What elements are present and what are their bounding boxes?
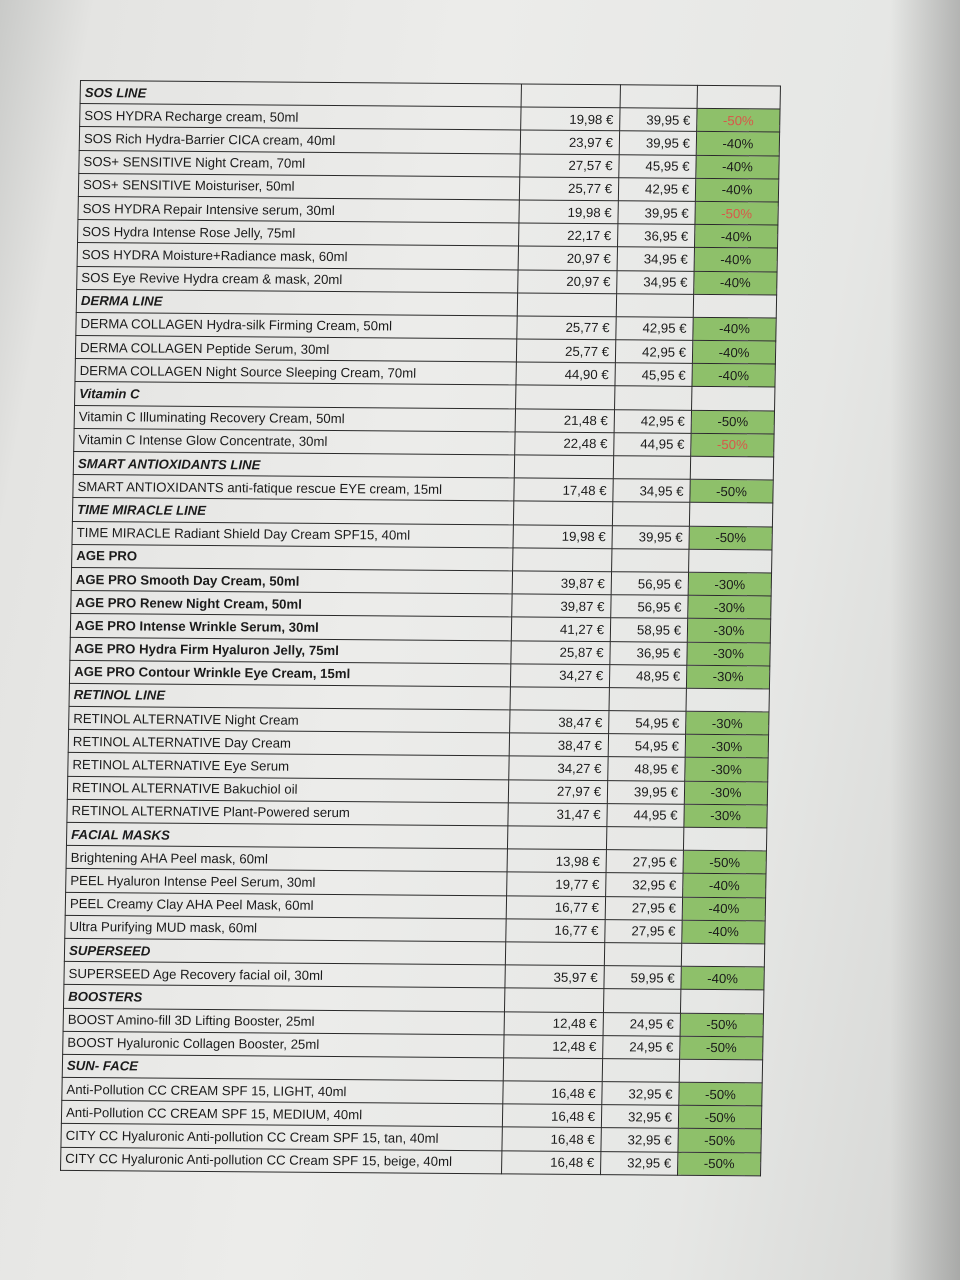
product-name: DERMA COLLAGEN Peptide Serum, 30ml <box>75 336 516 363</box>
sale-price: 20,97 € <box>518 269 617 293</box>
product-name: TIME MIRACLE Radiant Shield Day Cream SPF15, 40ml <box>72 521 513 548</box>
section-title: Vitamin C <box>75 382 516 409</box>
product-name: Vitamin C Intense Glow Concentrate, 30ml <box>74 428 515 455</box>
product-name: SUPERSEED Age Recovery facial oil, 30ml <box>64 962 505 989</box>
discount-badge: -50% <box>678 1129 761 1153</box>
discount-badge: -30% <box>686 711 769 735</box>
discount-badge: -40% <box>683 874 766 898</box>
section-discount-cell <box>681 943 764 967</box>
section-discount-cell <box>689 549 772 573</box>
sale-price: 19,98 € <box>513 524 612 548</box>
original-price: 39,95 € <box>607 780 684 804</box>
section-discount-cell <box>689 503 772 527</box>
discount-badge: -50% <box>679 1082 762 1106</box>
sale-price: 12,48 € <box>504 1035 603 1059</box>
sale-price: 25,87 € <box>511 640 610 664</box>
section-price-cell <box>521 84 620 108</box>
section-price-cell <box>516 385 615 409</box>
sale-price: 25,77 € <box>516 339 615 363</box>
product-name: SOS Eye Revive Hydra cream & mask, 20ml <box>77 266 518 293</box>
sale-price: 22,48 € <box>515 432 614 456</box>
section-price-cell <box>514 455 613 479</box>
section-original-cell <box>615 386 692 410</box>
discount-badge: -40% <box>682 920 765 944</box>
section-original-cell <box>613 456 690 480</box>
original-price: 32,95 € <box>601 1151 678 1175</box>
discount-badge: -40% <box>696 132 779 156</box>
original-price: 39,95 € <box>612 525 689 549</box>
discount-badge: -40% <box>695 178 778 202</box>
discount-badge: -30% <box>684 781 767 805</box>
discount-badge: -30% <box>688 595 771 619</box>
original-price: 27,95 € <box>606 850 683 874</box>
original-price: 42,95 € <box>616 317 693 341</box>
discount-badge: -30% <box>685 758 768 782</box>
price-list <box>60 80 781 1176</box>
original-price: 27,95 € <box>605 919 682 943</box>
sale-price: 13,98 € <box>507 849 606 873</box>
discount-badge: -40% <box>681 966 764 990</box>
product-name: SOS HYDRA Moisture+Radiance mask, 60ml <box>77 243 518 270</box>
section-price-cell <box>507 826 606 850</box>
section-price-cell <box>503 1058 602 1082</box>
section-discount-cell <box>679 1059 762 1083</box>
original-price: 48,95 € <box>608 757 685 781</box>
table-row <box>61 1147 761 1176</box>
original-price: 27,95 € <box>605 896 682 920</box>
product-name: SOS Rich Hydra-Barrier CICA cream, 40ml <box>79 127 520 154</box>
original-price: 45,95 € <box>619 154 696 178</box>
discount-badge: -50% <box>680 1013 763 1037</box>
section-original-cell <box>612 548 689 572</box>
product-name: AGE PRO Contour Wrinkle Eye Cream, 15ml <box>69 660 510 687</box>
product-name: RETINOL ALTERNATIVE Plant-Powered serum <box>67 799 508 826</box>
discount-badge: -50% <box>690 479 773 503</box>
sale-price: 34,27 € <box>510 664 609 688</box>
discount-badge: -40% <box>692 340 775 364</box>
original-price: 24,95 € <box>603 1012 680 1036</box>
discount-badge: -40% <box>694 224 777 248</box>
sale-price: 22,17 € <box>519 223 618 247</box>
original-price: 32,95 € <box>601 1105 678 1129</box>
discount-badge: -30% <box>687 642 770 666</box>
section-original-cell <box>603 989 680 1013</box>
section-original-cell <box>616 293 693 317</box>
sale-price: 35,97 € <box>505 965 604 989</box>
original-price: 34,95 € <box>617 247 694 271</box>
original-price: 32,95 € <box>606 873 683 897</box>
section-original-cell <box>620 85 697 109</box>
sale-price: 16,77 € <box>506 895 605 919</box>
sale-price: 12,48 € <box>504 1011 603 1035</box>
product-name: Brightening AHA Peel mask, 60ml <box>66 846 507 873</box>
product-name: SOS Hydra Intense Rose Jelly, 75ml <box>78 220 519 247</box>
original-price: 44,95 € <box>607 803 684 827</box>
sale-price: 34,27 € <box>509 756 608 780</box>
sale-price: 25,77 € <box>517 316 616 340</box>
discount-badge: -30% <box>686 665 769 689</box>
discount-badge: -30% <box>685 735 768 759</box>
discount-badge: -50% <box>695 201 778 225</box>
section-price-cell <box>505 942 604 966</box>
sale-price: 23,97 € <box>520 130 619 154</box>
original-price: 36,95 € <box>617 224 694 248</box>
sale-price: 16,48 € <box>502 1150 601 1174</box>
section-title: AGE PRO <box>72 544 513 571</box>
section-title: FACIAL MASKS <box>66 822 507 849</box>
discount-badge: -50% <box>680 1036 763 1060</box>
sale-price: 16,48 € <box>502 1127 601 1151</box>
product-name: RETINOL ALTERNATIVE Night Cream <box>69 706 510 733</box>
original-price: 39,95 € <box>619 131 696 155</box>
discount-badge: -40% <box>693 317 776 341</box>
section-price-cell <box>510 687 609 711</box>
original-price: 39,95 € <box>620 108 697 132</box>
sale-price: 19,77 € <box>507 872 606 896</box>
original-price: 24,95 € <box>603 1035 680 1059</box>
price-table-body <box>61 81 781 1176</box>
sale-price: 16,48 € <box>503 1081 602 1105</box>
sale-price: 39,87 € <box>512 594 611 618</box>
original-price: 54,95 € <box>609 711 686 735</box>
original-price: 39,95 € <box>618 201 695 225</box>
product-name: Ultra Purifying MUD mask, 60ml <box>65 915 506 942</box>
product-name: AGE PRO Intense Wrinkle Serum, 30ml <box>70 614 511 641</box>
original-price: 48,95 € <box>609 664 686 688</box>
section-title: SMART ANTIOXIDANTS LINE <box>73 451 514 478</box>
sale-price: 21,48 € <box>515 409 614 433</box>
section-discount-cell <box>697 85 780 109</box>
original-price: 32,95 € <box>602 1082 679 1106</box>
discount-badge: -30% <box>684 804 767 828</box>
section-title: SUPERSEED <box>64 938 505 965</box>
original-price: 32,95 € <box>601 1128 678 1152</box>
discount-badge: -50% <box>689 526 772 550</box>
product-name: RETINOL ALTERNATIVE Day Cream <box>68 730 509 757</box>
section-discount-cell <box>680 990 763 1014</box>
section-original-cell <box>606 827 683 851</box>
sale-price: 31,47 € <box>508 803 607 827</box>
page-shadow <box>890 0 960 1280</box>
product-name: Anti-Pollution CC CREAM SPF 15, LIGHT, 40ml <box>62 1077 503 1104</box>
section-original-cell <box>609 688 686 712</box>
section-price-cell <box>513 501 612 525</box>
product-name: AGE PRO Hydra Firm Hyaluron Jelly, 75ml <box>70 637 511 664</box>
product-name: Vitamin C Illuminating Recovery Cream, 50ml <box>74 405 515 432</box>
discount-badge: -50% <box>697 109 780 133</box>
section-title: RETINOL LINE <box>69 683 510 710</box>
discount-badge: -50% <box>691 410 774 434</box>
product-name: AGE PRO Smooth Day Cream, 50ml <box>71 567 512 594</box>
sale-price: 19,98 € <box>519 200 618 224</box>
section-original-cell <box>612 502 689 526</box>
sale-price: 27,97 € <box>508 780 607 804</box>
discount-badge: -40% <box>696 155 779 179</box>
product-name: SOS HYDRA Recharge cream, 50ml <box>80 104 521 131</box>
original-price: 42,95 € <box>618 177 695 201</box>
section-discount-cell <box>690 456 773 480</box>
sale-price: 19,98 € <box>521 107 620 131</box>
section-title: SUN- FACE <box>62 1054 503 1081</box>
original-price: 34,95 € <box>617 270 694 294</box>
original-price: 58,95 € <box>610 618 687 642</box>
original-price: 45,95 € <box>615 363 692 387</box>
section-discount-cell <box>692 387 775 411</box>
original-price: 36,95 € <box>610 641 687 665</box>
product-name: SMART ANTIOXIDANTS anti-fatique rescue EYE cream, 15ml <box>73 475 514 502</box>
sale-price: 16,77 € <box>506 919 605 943</box>
product-name: PEEL Hyaluron Intense Peel Serum, 30ml <box>66 869 507 896</box>
original-price: 59,95 € <box>604 966 681 990</box>
sale-price: 44,90 € <box>516 362 615 386</box>
discount-badge: -30% <box>687 619 770 643</box>
discount-badge: -40% <box>682 897 765 921</box>
section-title: BOOSTERS <box>63 985 504 1012</box>
original-price: 42,95 € <box>615 340 692 364</box>
discount-badge: -50% <box>678 1105 761 1129</box>
discount-badge: -40% <box>694 271 777 295</box>
original-price: 44,95 € <box>614 433 691 457</box>
product-name: AGE PRO Renew Night Cream, 50ml <box>71 591 512 618</box>
sale-price: 25,77 € <box>519 177 618 201</box>
section-price-cell <box>513 548 612 572</box>
product-name: DERMA COLLAGEN Hydra-silk Firming Cream, 50ml <box>76 312 517 339</box>
discount-badge: -50% <box>677 1152 760 1176</box>
section-discount-cell <box>693 294 776 318</box>
sale-price: 20,97 € <box>518 246 617 270</box>
sale-price: 27,57 € <box>520 154 619 178</box>
original-price: 42,95 € <box>614 409 691 433</box>
section-price-cell <box>517 293 616 317</box>
sale-price: 16,48 € <box>502 1104 601 1128</box>
product-name: SOS HYDRA Repair Intensive serum, 30ml <box>78 196 519 223</box>
section-title: TIME MIRACLE LINE <box>72 498 513 525</box>
discount-badge: -50% <box>691 433 774 457</box>
section-original-cell <box>602 1059 679 1083</box>
discount-badge: -30% <box>688 572 771 596</box>
sale-price: 39,87 € <box>512 571 611 595</box>
section-discount-cell <box>686 688 769 712</box>
product-name: SOS+ SENSITIVE Night Cream, 70ml <box>79 150 520 177</box>
product-name: Anti-Pollution CC CREAM SPF 15, MEDIUM, 40ml <box>61 1101 502 1128</box>
section-title: DERMA LINE <box>76 289 517 316</box>
product-name: BOOST Hyaluronic Collagen Booster, 25ml <box>63 1031 504 1058</box>
sale-price: 17,48 € <box>514 478 613 502</box>
product-name: RETINOL ALTERNATIVE Bakuchiol oil <box>67 776 508 803</box>
discount-badge: -40% <box>694 248 777 272</box>
section-discount-cell <box>683 827 766 851</box>
original-price: 54,95 € <box>608 734 685 758</box>
sale-price: 38,47 € <box>509 733 608 757</box>
discount-badge: -40% <box>692 364 775 388</box>
price-table <box>60 80 781 1176</box>
original-price: 56,95 € <box>611 572 688 596</box>
product-name: PEEL Creamy Clay AHA Peel Mask, 60ml <box>65 892 506 919</box>
section-original-cell <box>604 943 681 967</box>
product-name: CITY CC Hyaluronic Anti-pollution CC Cream SPF 15, beige, 40ml <box>61 1147 502 1174</box>
sale-price: 38,47 € <box>510 710 609 734</box>
product-name: BOOST Amino-fill 3D Lifting Booster, 25ml <box>63 1008 504 1035</box>
product-name: CITY CC Hyaluronic Anti-pollution CC Cream SPF 15, tan, 40ml <box>61 1124 502 1151</box>
original-price: 34,95 € <box>613 479 690 503</box>
sale-price: 41,27 € <box>511 617 610 641</box>
original-price: 56,95 € <box>611 595 688 619</box>
discount-badge: -50% <box>683 850 766 874</box>
product-name: DERMA COLLAGEN Night Source Sleeping Cream, 70ml <box>75 359 516 386</box>
section-title: SOS LINE <box>80 81 521 108</box>
product-name: RETINOL ALTERNATIVE Eye Serum <box>68 753 509 780</box>
product-name: SOS+ SENSITIVE Moisturiser, 50ml <box>78 173 519 200</box>
section-price-cell <box>504 988 603 1012</box>
